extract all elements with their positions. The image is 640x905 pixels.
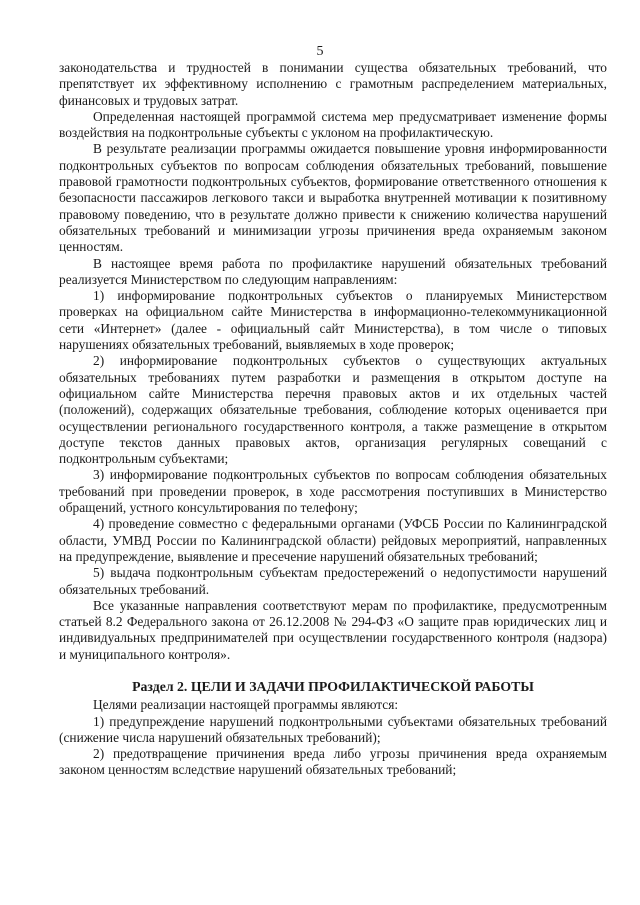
list-item-5: 5) выдача подконтрольным субъектам предостережений о недопустимости нарушений обязательных требований.: [59, 565, 607, 597]
list-item-2: 2) информирование подконтрольных субъектов о существующих актуальных обязательных требованиях путем разработки и размещения в открытом доступе на официальном сайте Министерства перечня правовых актов и их отдельных частей (положений), содержащих обязательные требования, соблюдение которых оценивается при осуществлении регионального государственного контроля, а также размещение в открытом доступе текстов данных правовых актов, организация регулярных совещаний с подконтрольным субъектами;: [59, 353, 607, 467]
paragraph-system-measures: Определенная настоящей программой система мер предусматривает изменение формы воздействия на подконтрольные субъекты с уклоном на профилактическую.: [59, 108, 607, 141]
section-heading: Раздел 2. ЦЕЛИ И ЗАДАЧИ ПРОФИЛАКТИЧЕСКОЙ РАБОТЫ: [132, 678, 534, 694]
goal-item-2: 2) предотвращение причинения вреда либо угрозы причинения вреда охраняемым законом ценностям вследствие нарушений обязательных требований;: [59, 746, 607, 778]
list-item-3: 3) информирование подконтрольных субъектов по вопросам соблюдения обязательных требований при проведении проверок, в ходе рассмотрения поступивших в Министерство обращений, устного консультирования по телефону;: [59, 467, 607, 516]
list-item-1: 1) информирование подконтрольных субъектов о планируемых Министерством проверках на официальном сайте Министерства в информационно-телекоммуникационной сети «Интернет» (далее - официальный сайт Министерства), в том числе о типовых нарушениях обязательных требований, выявляемых в ходе проверок;: [59, 288, 607, 353]
list-item-4: 4) проведение совместно с федеральными органами (УФСБ России по Калининградской области, УМВД России по Калининградской области) рейдовых мероприятий, направленных на предупреждение, выявление и пресечение нарушений обязательных требований;: [59, 516, 607, 564]
paragraph-expected-results: В результате реализации программы ожидается повышение уровня информированности подконтрольных субъектов по вопросам соблюдения обязательных требований, повышение правовой грамотности подконтрольных субъектов, формирование ответственного отношения к безопасности пассажиров легкового такси и выработка внутренней мотивации к позитивному правовому поведению, что в результате должно привести к снижению количества нарушений обязательных требований и минимизации угрозы причинения вреда охраняемым законом ценностям.: [59, 141, 607, 255]
paragraph-law-reference: Все указанные направления соответствуют мерам по профилактике, предусмотренным статьей 8.2 Федерального закона от 26.12.2008 № 294-ФЗ «О защите прав юридических лиц и индивидуальных предпринимателей при осуществлении государственного контроля (надзора) и муниципального контроля».: [59, 597, 607, 662]
paragraph-current-work: В настоящее время работа по профилактике нарушений обязательных требований реализуется Министерством по следующим направлениям:: [59, 255, 607, 287]
paragraph-continuation: законодательства и трудностей в понимании существа обязательных требований, что препятствует их эффективному исполнению с грамотным распределением материальных, финансовых и трудовых затрат.: [59, 60, 607, 108]
page-number: 5: [316, 44, 324, 59]
goal-item-1: 1) предупреждение нарушений подконтрольными субъектами обязательных требований (снижение числа нарушений обязательных требований);: [59, 713, 607, 745]
body-text: [59, 60, 607, 779]
paragraph-goals-intro: Целями реализации настоящей программы являются:: [93, 697, 399, 713]
